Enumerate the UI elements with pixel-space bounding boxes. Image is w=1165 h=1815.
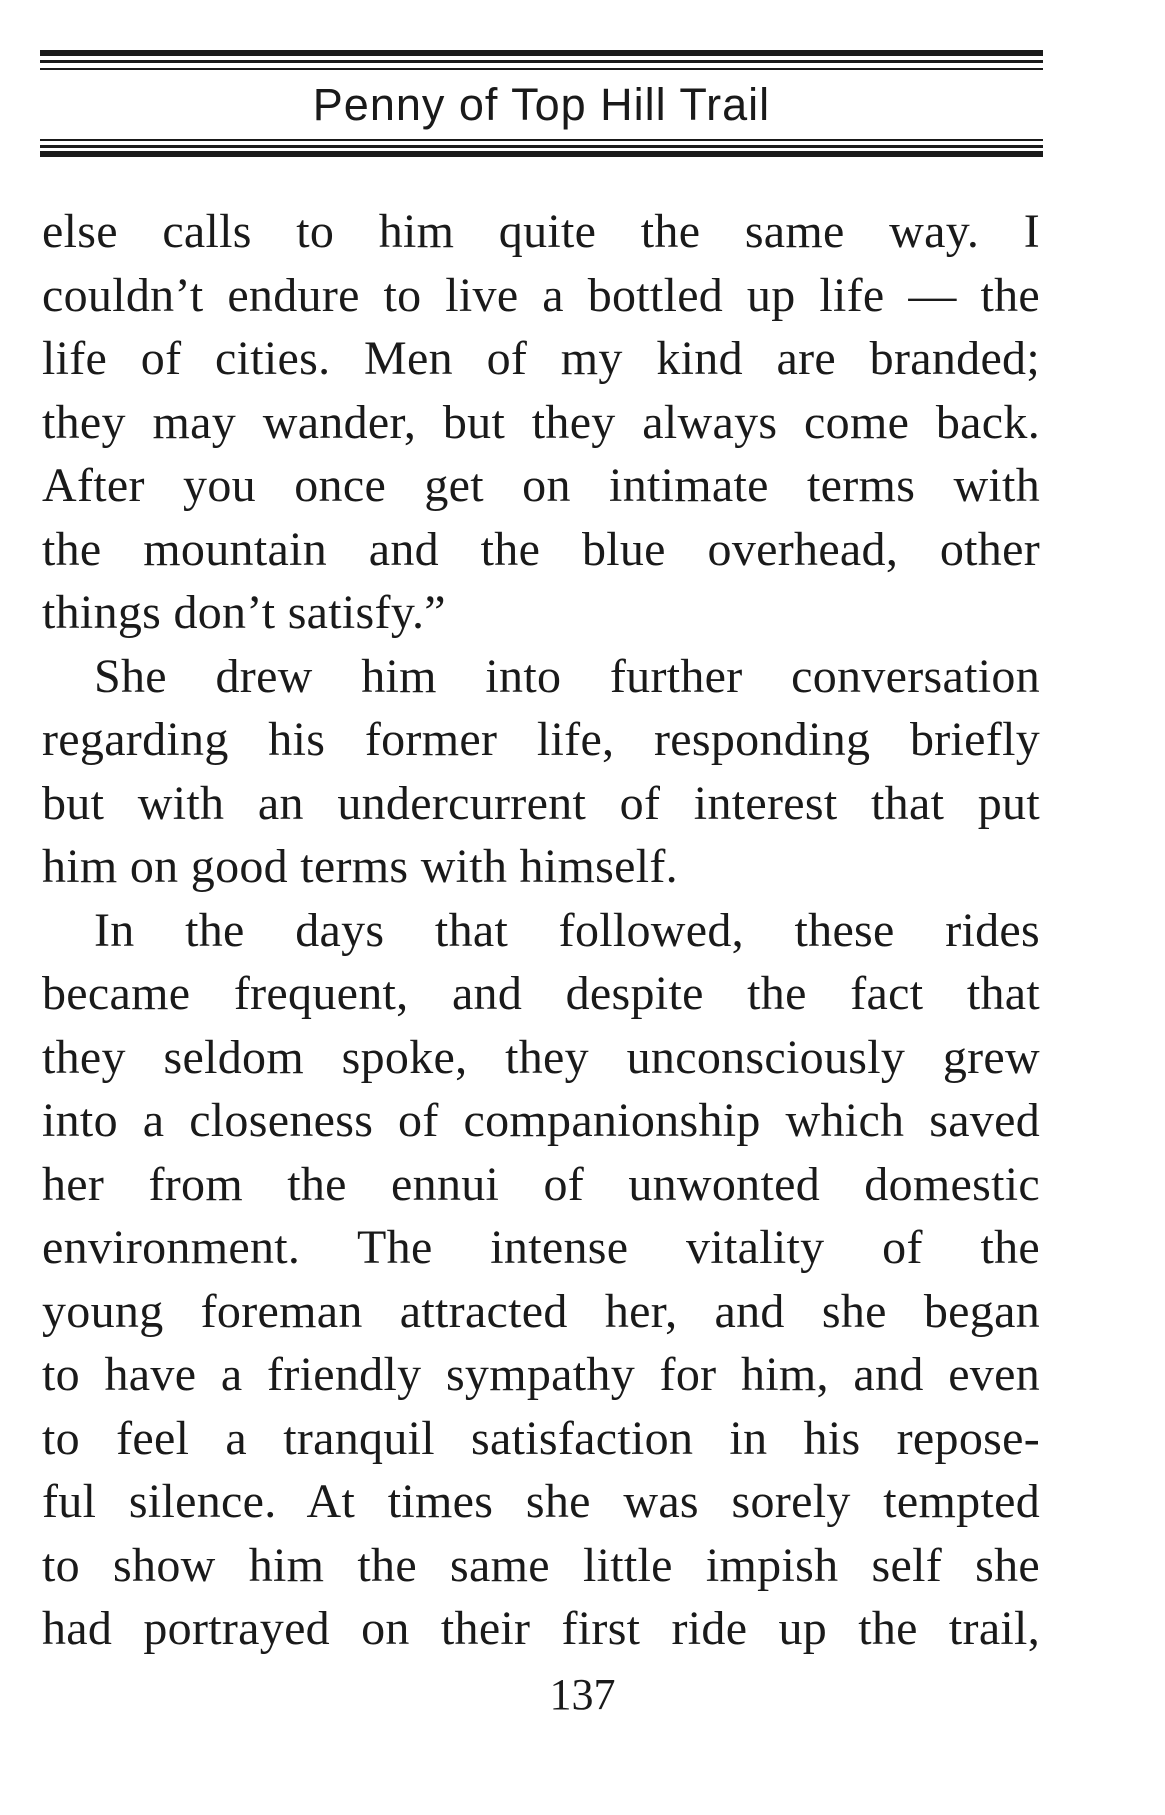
text-line: else calls to him quite the same way. I [42,205,1040,258]
text-line: things don’t satisfy.” [42,586,446,639]
text-line: to have a friendly sympathy for him, and even [42,1348,1040,1401]
text-line: After you once get on intimate terms with [42,459,1040,512]
text-line: In the days that followed, these rides [94,903,1040,957]
text-line: ful silence. At times she was sorely tempted [42,1475,1040,1528]
page-number: 137 [549,1670,616,1719]
text-line: him on good terms with himself. [42,840,678,893]
text-line: She drew him into further conversation [94,649,1040,703]
text-line: young foreman attracted her, and she began [42,1284,1040,1338]
header-rule-bottom-medium [40,145,1043,148]
text-line: environment. The intense vitality of the [42,1221,1040,1274]
paragraph-1 [42,200,1040,645]
paragraph-2 [42,645,1040,899]
text-line: to feel a tranquil satisfaction in his repose- [42,1411,1040,1465]
text-line: had portrayed on their first ride up the trail, [42,1602,1040,1655]
text-line: into a closeness of companionship which saved [42,1094,1040,1147]
text-line: couldn’t endure to live a bottled up life — the [42,268,1040,322]
header-rule-top-medium [40,60,1043,63]
header-rule-bottom-thin [40,139,1043,141]
text-line: her from the ennui of unwonted domestic [42,1157,1040,1211]
text-line: they seldom spoke, they unconsciously grew [42,1030,1040,1084]
running-title: Penny of Top Hill Trail [312,79,771,130]
text-line: regarding his former life, responding briefly [42,713,1040,766]
paragraph-3 [42,899,1040,1661]
header-rule-bottom-thick [40,151,1043,157]
text-line: but with an undercurrent of interest that put [42,776,1040,830]
text-line: became frequent, and despite the fact that [42,967,1040,1020]
text-line: to show him the same little impish self she [42,1538,1040,1592]
text-line: the mountain and the blue overhead, other [42,522,1040,576]
header-rule-top-thick [40,50,1043,56]
header-rule-top-thin [40,68,1043,70]
text-line: life of cities. Men of my kind are branded; [42,332,1040,385]
body-text [42,200,1040,1661]
text-line: they may wander, but they always come back. [42,395,1040,449]
